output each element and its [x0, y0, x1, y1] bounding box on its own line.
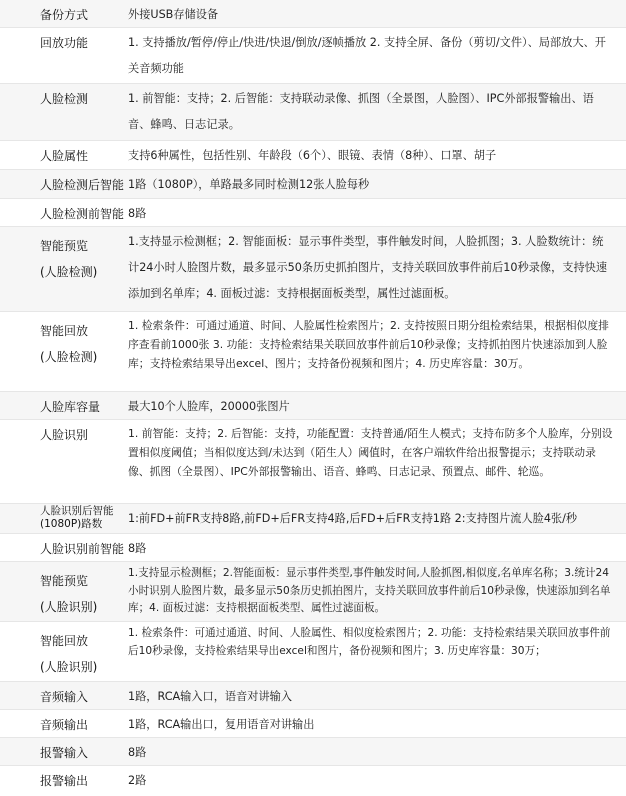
row-label	[0, 504, 128, 533]
row-label: 音频输入	[40, 690, 89, 704]
row-value: 1:前FD+前FR支持8路,前FD+后FR支持4路,后FD+后FR支持1路 2:支持图片流人脸4张/秒	[128, 512, 578, 525]
row-value: 1. 前智能：支持；2. 后智能：支持，功能配置：支持普通/陌生人模式；支持布防多个人脸库，分别设置相似度阈值；当相似度达到/未达到（陌生人）阈值时，在客户端软件给出报警提示；支持联动录像、抓图（全景图）、IPC外部报警输出、语音、蜂鸣、日志记录、预置点、邮件、轮巡。	[128, 427, 613, 478]
row-label: 报警输入	[40, 746, 89, 760]
row-value: 1. 检索条件：可通过通道、时间、人脸属性、相似度检索图片；2. 功能：支持检索结果关联回放事件前后10秒录像，支持检索结果导出excel和图片，备份视频和图片；3. 历史库容量：30万；	[128, 627, 611, 657]
row-value: 8路	[128, 746, 147, 759]
row-label-line1: 智能回放	[40, 634, 89, 648]
row-label-line1: 智能预览	[40, 239, 89, 253]
row-value: 1. 前智能：支持；2. 后智能：支持联动录像、抓图（全景图，人脸图）、IPC外部报警输出、语音、蜂鸣、日志记录。	[128, 92, 594, 131]
row-value: 2路	[128, 774, 147, 787]
row-label-line2: (人脸检测)	[40, 350, 98, 364]
row-value: 1路，RCA输入口，语音对讲输入	[128, 690, 293, 703]
spec-row	[0, 682, 626, 710]
row-label: 回放功能	[40, 36, 89, 50]
row-value: 8路	[128, 207, 147, 220]
row-label	[0, 622, 128, 681]
row-value: 1. 检索条件：可通过通道、时间、人脸属性检索图片；2. 支持按照日期分组检索结果，根据相似度排序查看前1000张 3. 功能：支持检索结果关联回放事件前后10秒录像；支持抓拍图片快速添加到人脸库；支持检索结果导出excel、图片；支持备份视频和图片；4. 历史库容量：30万。	[128, 319, 609, 370]
spec-row	[0, 420, 626, 504]
spec-row	[0, 710, 626, 738]
row-label: 人脸识别	[40, 428, 89, 442]
row-label-line2: (人脸检测)	[40, 265, 98, 279]
row-label: 人脸检测前智能	[40, 207, 125, 221]
row-value: 1. 支持播放/暂停/停止/快进/快退/倒放/逐帧播放 2. 支持全屏、备份（剪切/文件）、局部放大、开关音频功能	[128, 36, 606, 75]
row-value: 支持6种属性，包括性别、年龄段（6个）、眼镜、表情（8种）、口罩、胡子	[128, 149, 497, 162]
row-label	[0, 312, 128, 391]
row-value: 8路	[128, 542, 147, 555]
row-label-line2: (1080P)路数	[40, 518, 103, 530]
spec-row	[0, 199, 626, 227]
spec-row	[0, 504, 626, 534]
spec-row	[0, 0, 626, 28]
row-label: 人脸检测后智能	[40, 178, 125, 192]
spec-row	[0, 622, 626, 682]
spec-row	[0, 141, 626, 170]
spec-row	[0, 738, 626, 766]
row-value: 1.支持显示检测框；2.智能面板：显示事件类型,事件触发时间,人脸抓图,相似度,名单库名称；3.统计24小时识别人脸图片数，最多显示50条历史抓拍图片，支持关联回放事件前后10秒录像，快速添加到名单库；4. 面板过滤：支持根据面板类型、属性过滤面板。	[128, 567, 611, 614]
row-label: 人脸检测	[40, 92, 89, 106]
row-value: 1路，RCA输出口，复用语音对讲输出	[128, 718, 315, 731]
row-value: 外接USB存储设备	[128, 8, 219, 21]
spec-row	[0, 562, 626, 622]
spec-row	[0, 766, 626, 794]
row-label-line1: 智能回放	[40, 324, 89, 338]
row-label	[0, 227, 128, 311]
row-label-line1: 人脸识别后智能	[40, 505, 114, 517]
spec-row	[0, 84, 626, 141]
spec-row	[0, 392, 626, 420]
row-value: 最大10个人脸库，20000张图片	[128, 400, 290, 413]
row-value: 1.支持显示检测框；2. 智能面板：显示事件类型，事件触发时间，人脸抓图；3. 人脸数统计：统计24小时人脸图片数，最多显示50条历史抓拍图片，支持关联回放事件前后10秒录像，支持快速添加到名单库；4. 面板过滤：支持根据面板类型，属性过滤面板。	[128, 235, 608, 300]
row-value: 1路（1080P），单路最多同时检测12张人脸每秒	[128, 178, 370, 191]
row-label-line2: (人脸识别)	[40, 600, 98, 614]
row-label: 音频输出	[40, 718, 89, 732]
row-label-line1: 智能预览	[40, 574, 89, 588]
spec-row	[0, 227, 626, 312]
row-label: 备份方式	[40, 8, 89, 22]
row-label	[0, 562, 128, 621]
row-label: 人脸识别前智能	[40, 542, 125, 556]
spec-row	[0, 28, 626, 84]
spec-row	[0, 170, 626, 199]
spec-row	[0, 312, 626, 392]
row-label: 人脸库容量	[40, 400, 101, 414]
row-label: 报警输出	[40, 774, 89, 788]
spec-row	[0, 534, 626, 562]
row-label-line2: (人脸识别)	[40, 660, 98, 674]
row-label: 人脸属性	[40, 149, 89, 163]
